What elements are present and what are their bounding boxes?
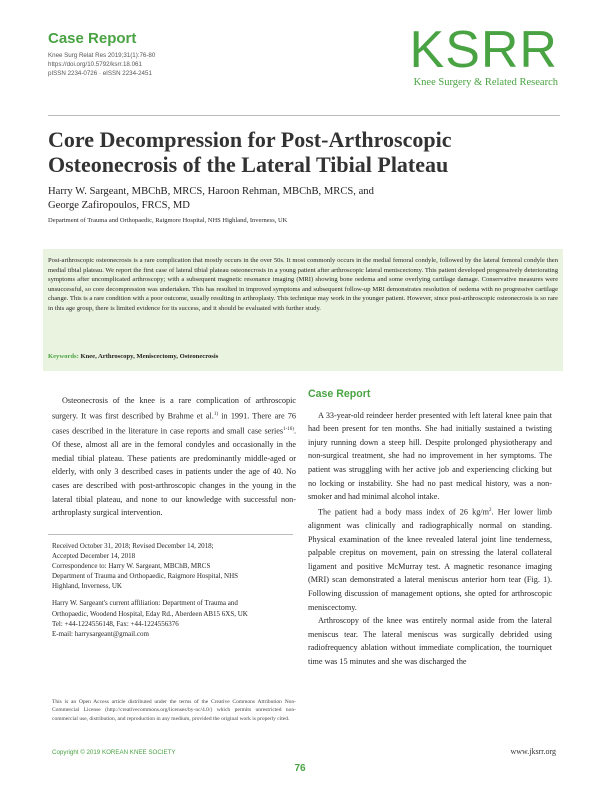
header-divider bbox=[48, 115, 560, 116]
correspondence-dept: Department of Trauma and Orthopaedic, Raigmore Hospital, NHS bbox=[52, 572, 239, 581]
article-history bbox=[52, 541, 296, 639]
correspondence: Correspondence to: Harry W. Sargeant, MBChB, MRCS bbox=[52, 562, 211, 571]
authors-line-2: George Zafiropoulos, FRCS, MD bbox=[48, 200, 190, 211]
page-number: 76 bbox=[294, 763, 306, 774]
logo-mark: KSRR bbox=[409, 21, 558, 79]
reference-1[interactable]: 1) bbox=[213, 411, 219, 417]
case-report-heading: Case Report bbox=[308, 388, 371, 400]
current-affiliation-1: Harry W. Sargeant's current affiliation: Department of Trauma and bbox=[52, 599, 238, 608]
abstract-text: Post-arthroscopic osteonecrosis is a rare complication that mostly occurs in the over 50s. It most commonly occurs in the medial femoral condyle, followed by the lateral femoral condyle then medial tibial plateau. We report the first case of lateral tibial plateau osteonecrosis in a young patient after arthroscopic lateral meniscectomy. This patient developed progressively deteriorating symptoms after uncomplicated arthroscopy; with a subsequent magnetic resonance imaging (MRI) showing bone oedema and some overlying cartilage damage. Conservative measures were unsuccessful, so core decompression was undertaken. This has resulted in improved symptoms and subsequent follow-up MRI demonstrates resolution of oedema with no progressive cartilage change. This is a rare condition with a poor outcome, usually resulting in arthroplasty. This technique may work in the younger patient. However, since post-arthroscopic osteonecrosis is so rare in this age group, there is limited evidence for its success, and it should be evaluated with further study. bbox=[48, 257, 558, 312]
article-type-label: Case Report bbox=[48, 30, 137, 47]
received-date: Received October 31, 2018; Revised December 14, 2018; bbox=[52, 542, 214, 550]
email[interactable]: E-mail: harrysargeant@gmail.com bbox=[52, 629, 149, 638]
journal-logo bbox=[409, 21, 558, 88]
keywords bbox=[48, 353, 218, 360]
case-paragraph-3: Arthroscopy of the knee was entirely normal aside from the lateral meniscus tear. The lateral meniscus was surgically debrided using radiofrequency ablation without immediate complication, the tourniquet time was 15 minutes and she was discharged the bbox=[308, 616, 552, 667]
license-text: This is an Open Access article distributed under the terms of the Creative Commons Attribution Non-Commercial License (http://creativecommons.org/licenses/by-nc/4.0/) which permits unrestricted non-commercial use, distribution, and reproduction in any medium, provided the original work is properly cited. bbox=[52, 699, 296, 722]
tel-fax: Tel: +44-1224556148, Fax: +44-1224556376 bbox=[52, 619, 179, 628]
reference-1-16[interactable]: 1-16) bbox=[283, 426, 294, 432]
authors-line-1: Harry W. Sargeant, MBChB, MRCS, Haroon Rehman, MBChB, MRCS, and bbox=[48, 186, 374, 197]
journal-header bbox=[48, 30, 155, 78]
journal-website-link[interactable]: www.jksrr.org bbox=[510, 747, 556, 756]
case-report-column bbox=[308, 388, 552, 669]
correspondence-place: Highland, Inverness, UK bbox=[52, 582, 122, 591]
current-affiliation-2: Orthopaedic, Woodend Hospital, Eday Rd., Aberdeen AB15 6XS, UK bbox=[52, 609, 248, 618]
keywords-label: Keywords: bbox=[48, 353, 79, 360]
citation-meta bbox=[48, 51, 155, 78]
accepted-date: Accepted December 14, 2018 bbox=[52, 552, 136, 561]
case-paragraph-2: The patient had a body mass index of 26 $kg/m^2$. Her lower limb alignment was clinically and radiographically normal on standing. Physical examination of the knee revealed lateral joint line tenderness, palpable crepitus on movement, pain on stressing the lateral collateral ligament and positive McMurray test. A magnetic resonance imaging (MRI) scan demonstrated a lateral meniscus anterior horn tear (Fig. 1). Following discussion of management options, she opted for arthroscopic meniscectomy. bbox=[308, 507, 552, 612]
author-affiliation: Department of Trauma and Orthopaedic, Raigmore Hospital, NHS Highland, Inverness, UK bbox=[48, 217, 288, 224]
intro-column bbox=[52, 394, 296, 520]
keywords-list: Knee, Arthroscopy, Meniscectomy, Osteonecrosis bbox=[80, 353, 219, 360]
history-divider bbox=[48, 534, 293, 535]
citation: Knee Surg Relat Res 2019;31(1):76-80 bbox=[48, 52, 156, 59]
author-list bbox=[48, 185, 448, 213]
case-paragraph-1: A 33-year-old reindeer herder presented with left lateral knee pain that had been present for ten months. She had initially sustained a twisting injury running down a steep hill. Despite prolonged physiotherapy and non-surgical treatment, she had no improvement in her symptoms. The patient was struggling with her active job and experiencing clicking but no locking or instability. She had no past medical history, was a non-smoker and had minimal alcohol intake. bbox=[308, 410, 552, 502]
intro-paragraph: Osteonecrosis of the knee is a rare complication of arthroscopic surgery. It was first described by Brahme et al.$^{1)}$ in 1991. There are 76 cases described in the literature in case reports and small case series$^{1-16)}$. Of these, almost all are in the femoral condyles and occasionally in the medial tibial plateau. These patients are predominantly middle-aged or elderly, with only 3 described cases in patients under the age of 40. No cases are described with post-arthroscopic changes in the young in the lateral tibial plateau, and none to our knowledge with successful non-arthroplasty surgical intervention. bbox=[52, 396, 296, 518]
doi-link[interactable]: https://doi.org/10.5792/ksrr.18.061 bbox=[48, 61, 142, 68]
article-title: Core Decompression for Post-Arthroscopic Osteonecrosis of the Lateral Tibial Plateau bbox=[48, 127, 452, 177]
logo-subtitle: Knee Surgery & Related Research bbox=[413, 77, 558, 88]
copyright: Copyright © 2019 KOREAN KNEE SOCIETY bbox=[52, 749, 176, 756]
issn: pISSN 2234-0726 · eISSN 2234-2451 bbox=[48, 70, 152, 77]
